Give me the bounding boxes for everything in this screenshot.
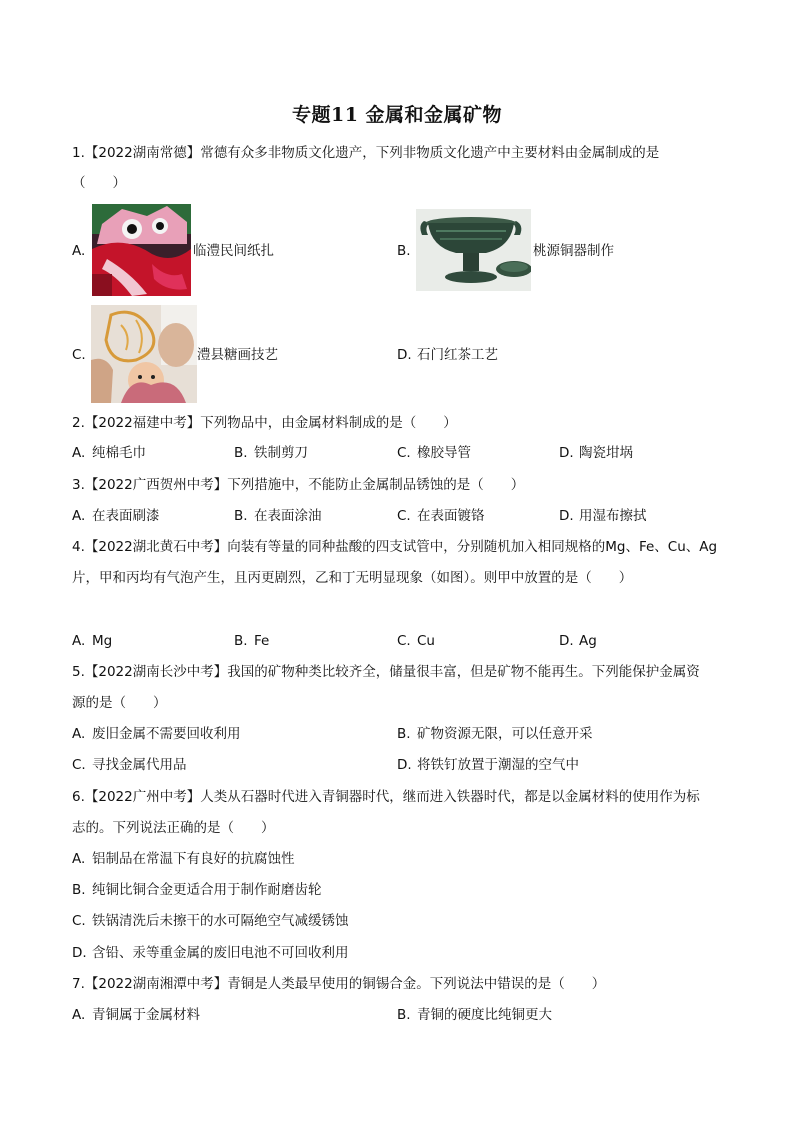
question-4-stem-cont: 片，甲和丙均有气泡产生，且丙更剧烈，乙和丁无明显现象（如图）。则甲中放置的是（ ） bbox=[72, 570, 633, 586]
question-7-stem: 7.【2022湖南湘潭中考】青铜是人类最早使用的铜锡合金。下列说法中错误的是（ ） bbox=[72, 976, 606, 992]
q5-option-a-letter[interactable]: A. bbox=[72, 726, 86, 742]
q4-option-a-text: Mg bbox=[92, 633, 113, 649]
q4-option-c-text: Cu bbox=[417, 633, 435, 649]
q7-option-a-letter[interactable]: A. bbox=[72, 1007, 86, 1023]
q2-option-d-letter[interactable]: D. bbox=[559, 445, 574, 461]
q4-option-c-letter[interactable]: C. bbox=[397, 633, 411, 649]
q3-option-a-letter[interactable]: A. bbox=[72, 508, 86, 524]
q4-option-a-letter[interactable]: A. bbox=[72, 633, 86, 649]
q2-option-d-text: 陶瓷坩埚 bbox=[579, 445, 633, 461]
q2-option-b-text: 铁制剪刀 bbox=[254, 445, 308, 461]
q1-option-c-letter[interactable]: C. bbox=[72, 347, 86, 363]
question-2-stem: 2.【2022福建中考】下列物品中，由金属材料制成的是（ ） bbox=[72, 415, 457, 431]
q3-option-c-letter[interactable]: C. bbox=[397, 508, 411, 524]
question-5-stem: 5.【2022湖南长沙中考】我国的矿物种类比较齐全，储量很丰富，但是矿物不能再生。下列能保护金属资 bbox=[72, 664, 700, 680]
q3-option-d-letter[interactable]: D. bbox=[559, 508, 574, 524]
question-1-stem: 1.【2022湖南常德】常德有众多非物质文化遗产，下列非物质文化遗产中主要材料由金属制成的是 bbox=[72, 145, 660, 161]
bronze-vessel-photo bbox=[416, 209, 531, 291]
q2-option-b-letter[interactable]: B. bbox=[234, 445, 248, 461]
question-1-stem-cont: （ ） bbox=[72, 175, 126, 191]
paper-lion-photo bbox=[92, 204, 191, 296]
q1-option-d-letter[interactable]: D. bbox=[397, 347, 412, 363]
q5-option-b-letter[interactable]: B. bbox=[397, 726, 411, 742]
q3-option-b-text: 在表面涂油 bbox=[254, 508, 322, 524]
q6-option-d-text: 含铅、汞等重金属的废旧电池不可回收利用 bbox=[92, 945, 349, 961]
q5-option-d-text: 将铁钉放置于潮湿的空气中 bbox=[417, 757, 579, 773]
q5-option-b-text: 矿物资源无限，可以任意开采 bbox=[417, 726, 593, 742]
q6-option-a-text: 铝制品在常温下有良好的抗腐蚀性 bbox=[92, 851, 295, 867]
q1-option-b-letter[interactable]: B. bbox=[397, 243, 411, 259]
question-6-stem: 6.【2022广州中考】人类从石器时代进入青铜器时代，继而进入铁器时代，都是以金属材料的使用作为标 bbox=[72, 789, 700, 805]
question-6-stem-cont: 志的。下列说法正确的是（ ） bbox=[72, 820, 275, 836]
q5-option-c-text: 寻找金属代用品 bbox=[92, 757, 187, 773]
q7-option-b-letter[interactable]: B. bbox=[397, 1007, 411, 1023]
q7-option-a-text: 青铜属于金属材料 bbox=[92, 1007, 200, 1023]
q5-option-d-letter[interactable]: D. bbox=[397, 757, 412, 773]
q6-option-c-letter[interactable]: C. bbox=[72, 913, 86, 929]
q1-option-a-text: 临澧民间纸扎 bbox=[193, 243, 274, 259]
q3-option-a-text: 在表面刷漆 bbox=[92, 508, 160, 524]
q6-option-a-letter[interactable]: A. bbox=[72, 851, 86, 867]
q4-option-d-text: Ag bbox=[579, 633, 597, 649]
q6-option-b-letter[interactable]: B. bbox=[72, 882, 86, 898]
q7-option-b-text: 青铜的硬度比纯铜更大 bbox=[417, 1007, 552, 1023]
q3-option-b-letter[interactable]: B. bbox=[234, 508, 248, 524]
page-title: 专题11 金属和金属矿物 bbox=[291, 104, 503, 126]
q3-option-c-text: 在表面镀铬 bbox=[417, 508, 485, 524]
q4-option-b-text: Fe bbox=[254, 633, 270, 649]
q4-option-d-letter[interactable]: D. bbox=[559, 633, 574, 649]
sugar-painting-photo bbox=[91, 305, 197, 403]
question-4-stem: 4.【2022湖北黄石中考】向装有等量的同种盐酸的四支试管中，分别随机加入相同规格的Mg、Fe、Cu、Ag bbox=[72, 539, 718, 555]
q1-option-b-text: 桃源铜器制作 bbox=[533, 243, 614, 259]
q5-option-a-text: 废旧金属不需要回收利用 bbox=[92, 726, 241, 742]
q6-option-d-letter[interactable]: D. bbox=[72, 945, 87, 961]
q4-option-b-letter[interactable]: B. bbox=[234, 633, 248, 649]
q2-option-a-letter[interactable]: A. bbox=[72, 445, 86, 461]
q6-option-c-text: 铁锅清洗后未擦干的水可隔绝空气减缓锈蚀 bbox=[92, 913, 349, 929]
q1-option-a-letter[interactable]: A. bbox=[72, 243, 86, 259]
q1-option-d-text: 石门红茶工艺 bbox=[417, 347, 498, 363]
q2-option-a-text: 纯棉毛巾 bbox=[92, 445, 146, 461]
q6-option-b-text: 纯铜比铜合金更适合用于制作耐磨齿轮 bbox=[92, 882, 322, 898]
question-5-stem-cont: 源的是（ ） bbox=[72, 695, 167, 711]
q2-option-c-letter[interactable]: C. bbox=[397, 445, 411, 461]
q5-option-c-letter[interactable]: C. bbox=[72, 757, 86, 773]
q2-option-c-text: 橡胶导管 bbox=[417, 445, 471, 461]
question-3-stem: 3.【2022广西贺州中考】下列措施中，不能防止金属制品锈蚀的是（ ） bbox=[72, 477, 525, 493]
q3-option-d-text: 用湿布擦拭 bbox=[579, 508, 647, 524]
q1-option-c-text: 澧县糖画技艺 bbox=[197, 347, 278, 363]
